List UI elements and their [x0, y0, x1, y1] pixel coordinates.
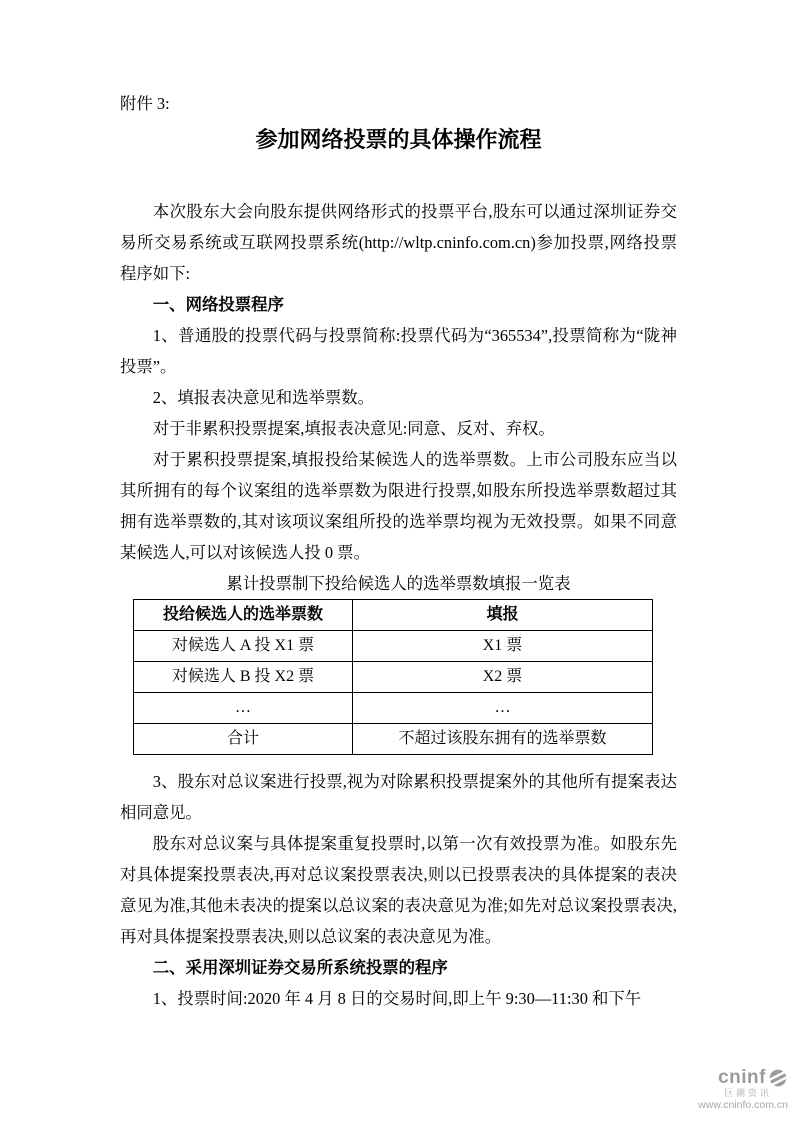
page-title: 参加网络投票的具体操作流程: [255, 127, 542, 152]
table-row: [134, 724, 653, 755]
table-row: [134, 693, 653, 724]
table-header-cell: 投给候选人的选举票数: [134, 600, 353, 631]
table-cell: X1 票: [353, 631, 653, 662]
paragraph-general-proposal: 3、股东对总议案进行投票,视为对除累积投票提案外的其他所有提案表达相同意见。: [120, 772, 677, 822]
table-cell: 合计: [134, 724, 353, 755]
table-cell: X2 票: [353, 662, 653, 693]
table-header-row: [134, 600, 653, 631]
cninfo-logo-url: www.cninfo.com.cn: [698, 1099, 788, 1111]
table-caption: 累计投票制下投给候选人的选举票数填报一览表: [226, 574, 571, 593]
table-cell: …: [353, 693, 653, 724]
cninfo-logo-text: cninf: [718, 1067, 766, 1088]
cninfo-swirl-icon: [768, 1068, 788, 1088]
document-content: [120, 88, 677, 1014]
table-header-cell: 填报: [353, 600, 653, 631]
intro-paragraph: 本次股东大会向股东提供网络形式的投票平台,股东可以通过深圳证券交易所交易系统或互联网投票系统(http://wltp.cninfo.com.cn)参加投票,网络投票程序如下:: [120, 202, 677, 283]
table-row: [134, 662, 653, 693]
table-row: [134, 631, 653, 662]
table-cell: 不超过该股东拥有的选举票数: [353, 724, 653, 755]
cninfo-logo-chinese-name: 巨潮资讯: [723, 1088, 772, 1098]
table-cell: …: [134, 693, 353, 724]
attachment-label: 附件 3:: [120, 94, 170, 113]
cumulative-voting-table: [133, 599, 653, 755]
table-cell: 对候选人 B 投 X2 票: [134, 662, 353, 693]
paragraph-vote-code: 1、普通股的投票代码与投票简称:投票代码为“365534”,投票简称为“陇神投票”。: [120, 326, 677, 376]
section2-heading: 二、采用深圳证券交易所系统投票的程序: [152, 958, 448, 977]
cninfo-logo: [678, 1068, 788, 1112]
paragraph-cumulative: 对于累积投票提案,填报投给某候选人的选举票数。上市公司股东应当以其所拥有的每个议案组的选举票数为限进行投票,如股东所投选举票数超过其拥有选举票数的,其对该项议案组所投的选举票均视为无效投票。如果不同意某候选人,可以对该候选人投 0 票。: [120, 450, 677, 562]
paragraph-fill-opinion: 2、填报表决意见和选举票数。: [152, 388, 375, 407]
paragraph-vote-time: 1、投票时间:2020 年 4 月 8 日的交易时间,即上午 9:30—11:30 和下午: [152, 989, 642, 1008]
paragraph-repeat-voting: 股东对总议案与具体提案重复投票时,以第一次有效投票为准。如股东先对具体提案投票表决,再对总议案投票表决,则以已投票表决的具体提案的表决意见为准,其他未表决的提案以总议案的表决意见为准;如先对总议案投票表决,再对具体提案投票表决,则以总议案的表决意见为准。: [120, 834, 677, 946]
paragraph-noncumulative: 对于非累积投票提案,填报表决意见:同意、反对、弃权。: [152, 419, 555, 438]
table-cell: 对候选人 A 投 X1 票: [134, 631, 353, 662]
cninfo-logo-brand-row: [678, 1068, 788, 1088]
section1-heading: 一、网络投票程序: [152, 295, 284, 314]
